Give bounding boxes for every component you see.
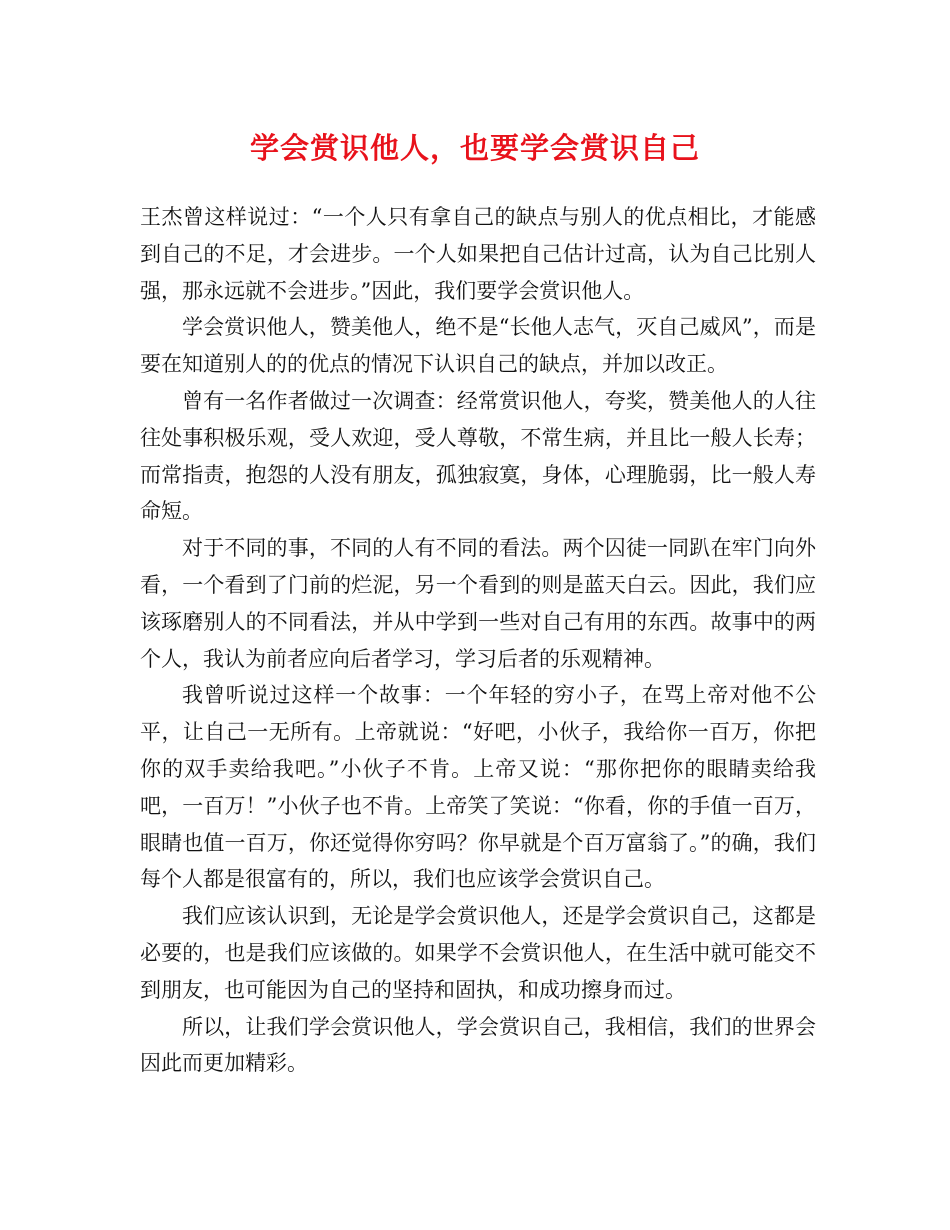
paragraph-3: 曾有一名作者做过一次调查：经常赏识他人，夸奖，赞美他人的人往往处事积极乐观，受人欢迎，受人尊敬，不常生病，并且比一般人长寿；而常指责，抱怨的人没有朋友，孤独寂寞，身体，心理脆弱，比一般人寿命短。 xyxy=(140,388,816,524)
paragraph-1: 王杰曾这样说过：“一个人只有拿自己的缺点与别人的优点相比，才能感到自己的不足，才会进步。一个人如果把自己估计过高，认为自己比别人强，那永远就不会进步。”因此，我们要学会赏识他人。 xyxy=(140,205,816,303)
document-body xyxy=(140,199,816,1082)
paragraph-7: 所以，让我们学会赏识他人，学会赏识自己，我相信，我们的世界会因此而更加精彩。 xyxy=(140,1014,816,1076)
document-title: 学会赏识他人，也要学会赏识自己 xyxy=(249,131,700,165)
paragraph-5: 我曾听说过这样一个故事：一个年轻的穷小子，在骂上帝对他不公平，让自己一无所有。上帝就说：“好吧，小伙子，我给你一百万，你把你的双手卖给我吧。”小伙子不肯。上帝又说：“那你把你的眼睛卖给我吧，一百万！”小伙子也不肯。上帝笑了笑说：“你看，你的手值一百万，眼睛也值一百万，你还觉得你穷吗？你早就是个百万富翁了。”的确，我们每个人都是很富有的，所以，我们也应该学会赏识自己。 xyxy=(140,683,816,892)
paragraph-4: 对于不同的事，不同的人有不同的看法。两个囚徒一同趴在牢门向外看，一个看到了门前的烂泥，另一个看到的则是蓝天白云。因此，我们应该琢磨别人的不同看法，并从中学到一些对自己有用的东西。故事中的两个人，我认为前者应向后者学习，学习后者的乐观精神。 xyxy=(140,536,816,671)
paragraph-2: 学会赏识他人，赞美他人，绝不是“长他人志气，灭自己威风”，而是要在知道别人的的优点的情况下认识自己的缺点，并加以改正。 xyxy=(140,315,816,377)
paragraph-6: 我们应该认识到，无论是学会赏识他人，还是学会赏识自己，这都是必要的，也是我们应该做的。如果学不会赏识他人，在生活中就可能交不到朋友，也可能因为自己的坚持和固执，和成功擦身而过。 xyxy=(140,904,816,1002)
